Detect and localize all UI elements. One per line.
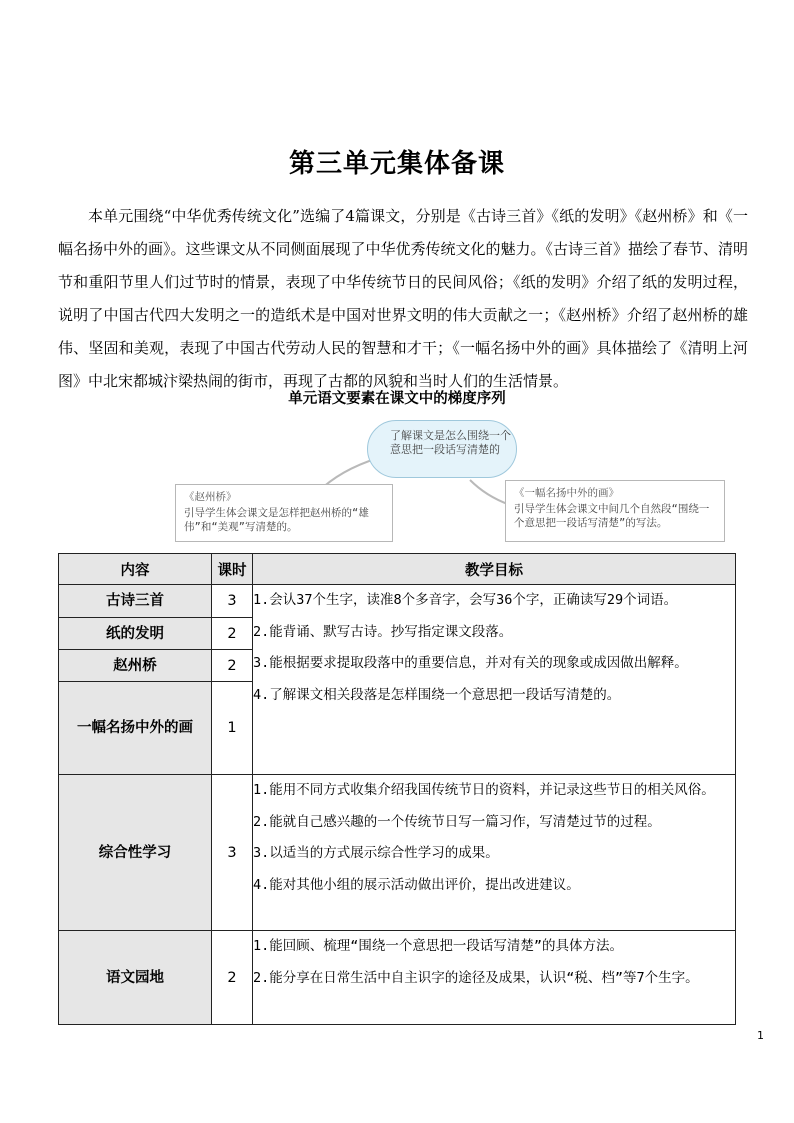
lesson-hours: 1 — [212, 682, 253, 775]
note-title: 《赵州桥》 — [184, 491, 237, 503]
lesson-goals — [253, 585, 736, 775]
lesson-goals — [253, 775, 736, 931]
header-goals: 教学目标 — [253, 554, 736, 585]
lesson-hours: 2 — [212, 618, 253, 650]
lesson-goals — [253, 931, 736, 1025]
table-row — [59, 775, 736, 931]
lesson-name: 古诗三首 — [59, 585, 212, 618]
note-title: 《一幅名扬中外的画》 — [514, 487, 619, 499]
table-row — [59, 585, 736, 618]
diagram-center-bubble: 了解课文是怎么围绕一个意思把一段话写清楚的 — [367, 420, 517, 478]
header-content: 内容 — [59, 554, 212, 585]
lesson-hours: 2 — [212, 931, 253, 1025]
note-text: 引导学生体会课文是怎样把赵州桥的“雄伟”和“美观”写清楚的。 — [184, 507, 369, 533]
goal-item: 4.能对其他小组的展示活动做出评价，提出改进建议。 — [253, 876, 580, 893]
teaching-plan-table — [58, 553, 736, 1025]
lesson-hours: 3 — [212, 585, 253, 618]
note-text: 引导学生体会课文中间几个自然段“围绕一个意思把一段话写清楚”的写法。 — [514, 503, 710, 529]
goal-item: 3.以适当的方式展示综合性学习的成果。 — [253, 845, 499, 861]
section-subtitle: 单元语文要素在课文中的梯度序列 — [288, 391, 506, 407]
intro-text: 本单元围绕“中华优秀传统文化”选编了4篇课文，分别是《古诗三首》《纸的发明》《赵州桥》和《一幅名扬中外的画》。这些课文从不同侧面展现了中华优秀传统文化的魅力。《古诗三首》描绘了春节、清明节和重阳节里人们过节时的情景，表现了中华传统节日的民间风俗；《纸的发明》介绍了纸的发明过程，说明了中国古代四大发明之一的造纸术是中国对世界文明的伟大贡献之一；《赵州桥》介绍了赵州桥的雄伟、坚固和美观，表现了中国古代劳动人民的智慧和才干；《一幅名扬中外的画》具体描绘了《清明上河图》中北宋都城汴梁热闹的街市，再现了古都的风貌和当时人们的生活情景。 — [58, 207, 749, 390]
intro-paragraph — [58, 200, 748, 398]
diagram-note-painting — [505, 480, 725, 542]
lesson-name: 语文园地 — [59, 931, 212, 1025]
goal-item: 1.会认37个生字，读准8个多音字，会写36个字，正确读写29个词语。 — [253, 592, 678, 608]
page-number: 1 — [757, 1029, 764, 1042]
goal-item: 1.能用不同方式收集介绍我国传统节日的资料，并记录这些节日的相关风俗。 — [253, 782, 715, 798]
goal-item: 4.了解课文相关段落是怎样围绕一个意思把一段话写清楚的。 — [253, 686, 621, 703]
lesson-name: 一幅名扬中外的画 — [59, 682, 212, 775]
goal-item: 2.能就自己感兴趣的一个传统节日写一篇习作，写清楚过节的过程。 — [253, 813, 661, 830]
goal-item: 2.能背诵、默写古诗。抄写指定课文段落。 — [253, 623, 513, 640]
lesson-name: 综合性学习 — [59, 775, 212, 931]
diagram-note-zhaozhou — [175, 484, 393, 542]
table-header-row — [59, 554, 736, 585]
goal-item: 1.能回顾、梳理“围绕一个意思把一段话写清楚”的具体方法。 — [253, 938, 624, 954]
lesson-hours: 2 — [212, 650, 253, 682]
lesson-hours: 3 — [212, 775, 253, 931]
goal-item: 3.能根据要求提取段落中的重要信息，并对有关的现象或成因做出解释。 — [253, 655, 688, 671]
lesson-name: 赵州桥 — [59, 650, 212, 682]
table-row — [59, 931, 736, 1025]
page-title: 第三单元集体备课 — [288, 149, 505, 179]
header-hours: 课时 — [212, 554, 253, 585]
lesson-name: 纸的发明 — [59, 618, 212, 650]
goal-item: 2.能分享在日常生活中自主识字的途径及成果，认识“税、档”等7个生字。 — [253, 969, 699, 986]
